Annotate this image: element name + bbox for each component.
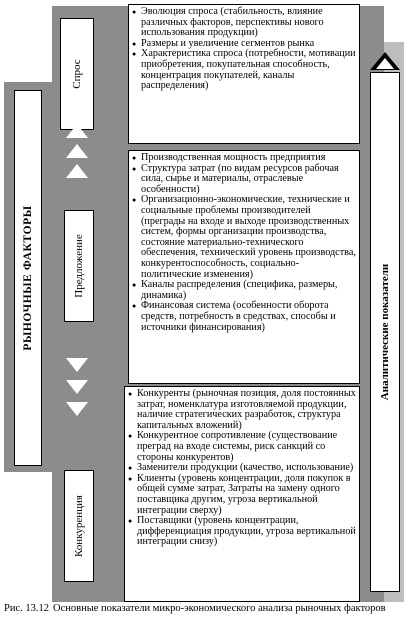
list-item: ● Поставщики (уровень концентрации, дифференциация продукции, угроза вертикальной интеграции снизу) — [127, 516, 357, 548]
list-item: ● Размеры и увеличение сегментов рынка — [131, 39, 357, 50]
list-item: ● Клиенты (уровень концентрации, доля покупок в общей сумме затрат, Затраты на замену одного поставщика другим, угроза вертикальной интеграции сверху) — [127, 474, 357, 516]
list-item: ● Конкурентное сопротивление (существование преград на входе системы, риск санкций со стороны конкурентов) — [127, 431, 357, 463]
chevron-down-icon — [66, 358, 88, 372]
caption-text: Основные показатели микро-экономического анализа рыночных факторов — [53, 603, 386, 614]
list-item: ● Эволюция спроса (стабильность, влияние различных факторов, перспективы нового использования продукции) — [131, 7, 357, 39]
chevron-down-icon — [66, 380, 88, 394]
list-item: ● Производственная мощность предприятия — [131, 153, 357, 164]
section-label-supply: Предложение — [64, 210, 94, 322]
list-item: ● Характеристика спроса (потребности, мотивации приобретения, покупательная способность, концентрация покупателей, каналы распределения) — [131, 49, 357, 91]
caption-number: Рис. 13.12 — [4, 603, 49, 614]
right-label-box — [370, 72, 400, 592]
list-item: ● Конкуренты (рыночная позиция, доля постоянных затрат, номенклатура изготовляемой продукции, наличие стратегических разработок, структура капитальных вложений) — [127, 389, 357, 431]
figure-caption — [4, 603, 408, 614]
left-vertical-label: РЫНОЧНЫЕ ФАКТОРЫ — [22, 205, 34, 351]
chevron-down-icon — [66, 402, 88, 416]
list-item: ● Финансовая система (особенности оборота средств, потребность в средствах, способы и источники финансирования) — [131, 301, 357, 333]
list-item: ● Каналы распределения (специфика, размеры, динамика) — [131, 280, 357, 301]
chevron-up-icon — [66, 124, 88, 138]
demand-list — [131, 7, 357, 92]
list-item: ● Заменители продукции (качество, использование) — [127, 463, 357, 474]
competition-box — [124, 386, 360, 602]
supply-list — [131, 153, 357, 333]
list-item: ● Организационно-экономические, технические и социальные проблемы производителей (преграды на входе и выходе производственных систем, формы организации производства, состояние материально-технического обеспечения, технический уровень производства, конкурентоспособность, социально-политические изменения) — [131, 195, 357, 280]
list-item: ● Структура затрат (по видам ресурсов рабочая сила, сырье и материалы, отраслевые особенности) — [131, 164, 357, 196]
section-label-competition: Конкуренция — [64, 470, 94, 582]
chevron-up-icon — [66, 164, 88, 178]
competition-list — [127, 389, 357, 548]
right-vertical-label: Аналитические показатели — [379, 263, 391, 401]
left-label-box — [14, 90, 42, 466]
chevron-up-icon — [66, 144, 88, 158]
supply-box — [128, 150, 360, 384]
section-label-demand: Спрос — [60, 18, 94, 130]
up-arrow-inner — [376, 58, 394, 69]
demand-box — [128, 4, 360, 144]
